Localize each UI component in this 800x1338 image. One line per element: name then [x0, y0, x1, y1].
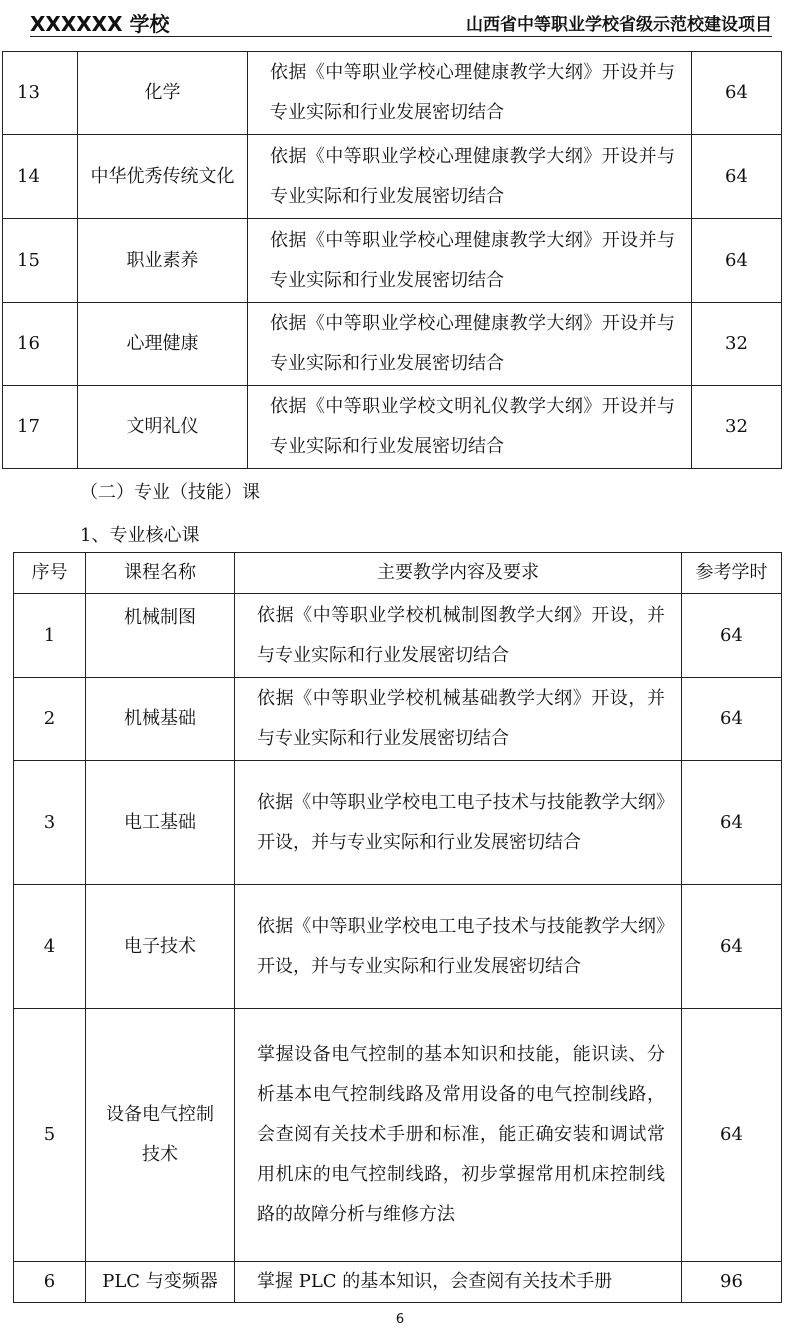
course-name: 机械基础 — [86, 678, 235, 761]
row-number: 14 — [3, 135, 78, 219]
school-name: XXXXXX 学校 — [30, 12, 170, 36]
course-description: 依据《中等职业学校机械基础教学大纲》开设，并与专业实际和行业发展密切结合 — [235, 678, 682, 761]
course-hours: 64 — [682, 885, 782, 1009]
general-courses-table — [2, 51, 782, 469]
course-hours: 96 — [682, 1262, 782, 1303]
row-number: 13 — [3, 52, 78, 135]
course-hours: 32 — [692, 386, 782, 469]
course-hours: 64 — [692, 135, 782, 219]
course-hours: 64 — [682, 1009, 782, 1262]
subsection-heading: 1、专业核心课 — [80, 525, 200, 546]
table-row — [3, 52, 782, 135]
row-number: 1 — [14, 594, 86, 678]
column-header-desc: 主要教学内容及要求 — [235, 553, 682, 594]
table-header-row — [14, 553, 782, 594]
page-header — [30, 6, 772, 37]
section-heading: （二）专业（技能）课 — [80, 482, 260, 503]
table-row — [14, 761, 782, 885]
course-description: 依据《中等职业学校电工电子技术与技能教学大纲》开设，并与专业实际和行业发展密切结合 — [235, 761, 682, 885]
course-hours: 64 — [682, 678, 782, 761]
course-name: 中华优秀传统文化 — [78, 135, 248, 219]
row-number: 5 — [14, 1009, 86, 1262]
course-name: 文明礼仪 — [78, 386, 248, 469]
row-number: 3 — [14, 761, 86, 885]
course-name: 电子技术 — [86, 885, 235, 1009]
table-row — [14, 594, 782, 678]
column-header-name: 课程名称 — [86, 553, 235, 594]
project-title: 山西省中等职业学校省级示范校建设项目 — [466, 15, 772, 35]
course-description: 依据《中等职业学校心理健康教学大纲》开设并与专业实际和行业发展密切结合 — [248, 135, 692, 219]
course-name: PLC 与变频器 — [86, 1262, 235, 1303]
table-row — [3, 303, 782, 386]
column-header-no: 序号 — [14, 553, 86, 594]
table-row — [14, 1262, 782, 1303]
table-row — [14, 885, 782, 1009]
table-row — [14, 1009, 782, 1262]
table-row — [3, 219, 782, 303]
page-number: 6 — [395, 1312, 405, 1327]
course-hours: 32 — [692, 303, 782, 386]
row-number: 4 — [14, 885, 86, 1009]
course-name: 职业素养 — [78, 219, 248, 303]
table-row — [3, 135, 782, 219]
table-row — [3, 386, 782, 469]
course-description: 依据《中等职业学校心理健康教学大纲》开设并与专业实际和行业发展密切结合 — [248, 219, 692, 303]
course-description: 掌握设备电气控制的基本知识和技能，能识读、分析基本电气控制线路及常用设备的电气控制线路，会查阅有关技术手册和标准，能正确安装和调试常用机床的电气控制线路，初步掌握常用机床控制线路的故障分析与维修方法 — [235, 1009, 682, 1262]
course-hours: 64 — [692, 219, 782, 303]
course-description: 依据《中等职业学校机械制图教学大纲》开设，并与专业实际和行业发展密切结合 — [235, 594, 682, 678]
row-number: 17 — [3, 386, 78, 469]
course-description: 依据《中等职业学校心理健康教学大纲》开设并与专业实际和行业发展密切结合 — [248, 303, 692, 386]
table-row — [14, 678, 782, 761]
course-description: 依据《中等职业学校文明礼仪教学大纲》开设并与专业实际和行业发展密切结合 — [248, 386, 692, 469]
course-hours: 64 — [682, 594, 782, 678]
course-name: 心理健康 — [78, 303, 248, 386]
course-name: 电工基础 — [86, 761, 235, 885]
course-description: 掌握 PLC 的基本知识，会查阅有关技术手册 — [235, 1262, 682, 1303]
course-hours: 64 — [682, 761, 782, 885]
row-number: 2 — [14, 678, 86, 761]
row-number: 6 — [14, 1262, 86, 1303]
course-description: 依据《中等职业学校心理健康教学大纲》开设并与专业实际和行业发展密切结合 — [248, 52, 692, 135]
course-hours: 64 — [692, 52, 782, 135]
course-description: 依据《中等职业学校电工电子技术与技能教学大纲》开设，并与专业实际和行业发展密切结合 — [235, 885, 682, 1009]
course-name: 设备电气控制技术 — [86, 1009, 235, 1262]
row-number: 15 — [3, 219, 78, 303]
course-name: 机械制图 — [86, 594, 235, 678]
column-header-hours: 参考学时 — [682, 553, 782, 594]
core-courses-table — [13, 552, 782, 1303]
course-name: 化学 — [78, 52, 248, 135]
row-number: 16 — [3, 303, 78, 386]
